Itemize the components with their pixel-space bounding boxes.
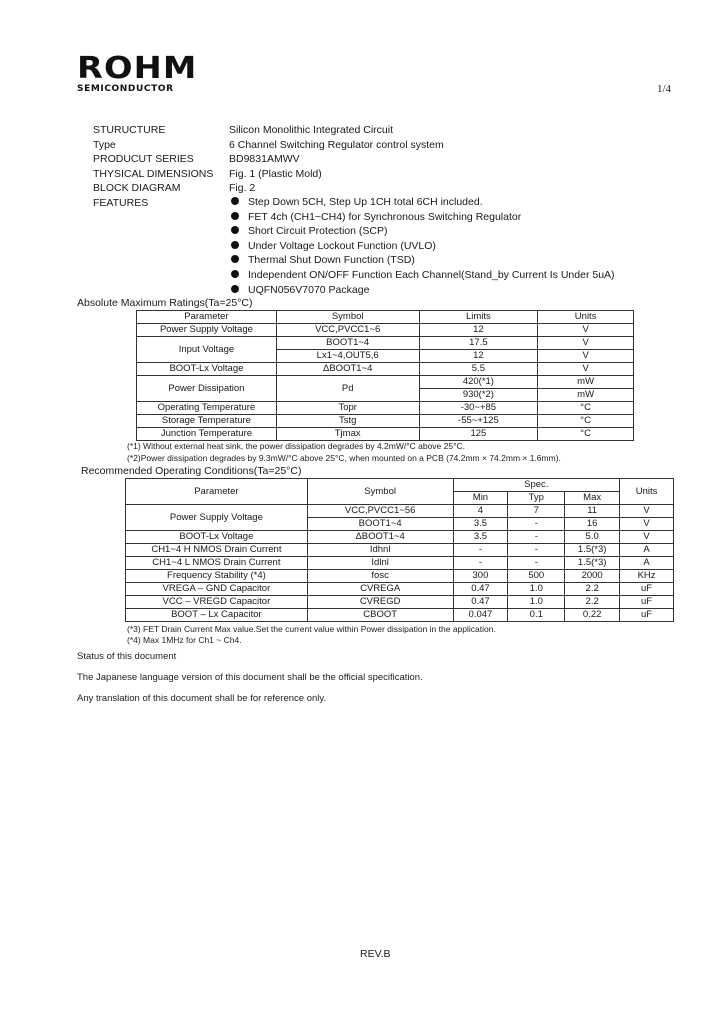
rohm-logo	[77, 51, 198, 94]
table-row: BOOT1~4 3.5 - 16 V	[126, 518, 674, 531]
table-row: Power Dissipation Pd 420(*1) mW	[137, 376, 634, 389]
spec-label: Type	[93, 138, 116, 151]
table-row: CH1~4 H NMOS Drain Current Idhnl - - 1.5(*3) A	[126, 544, 674, 557]
abs-max-note-2: (*2)Power dissipation degrades by 9.3mW/°C above 25°C, when mounted on a PCB (74.2mm × 74.2mm × 1.6mm).	[127, 453, 561, 463]
table-row: BOOT – Lx Capacitor CBOOT 0.047 0.1 0.22 uF	[126, 609, 674, 622]
spec-row	[93, 138, 444, 153]
brand-subtitle: SEMICONDUCTOR	[77, 84, 174, 94]
feature-item: Under Voltage Lockout Function (UVLO)	[231, 239, 615, 254]
feature-item: Thermal Shut Down Function (TSD)	[231, 253, 615, 268]
features-list	[231, 195, 615, 297]
spec-value: BD9831AMWV	[229, 153, 300, 165]
table-row: Operating Temperature Topr -30~+85 °C	[137, 402, 634, 415]
bullet-icon	[231, 197, 239, 205]
revision-label: REV.B	[360, 948, 391, 960]
spec-label: THYSICAL DIMENSIONS	[93, 167, 214, 180]
table-header-row: Parameter Symbol Spec. Units	[126, 479, 674, 492]
table-row: Lx1~4,OUT5,6 12 V	[137, 350, 634, 363]
bullet-icon	[231, 212, 239, 220]
abs-max-title: Absolute Maximum Ratings(Ta=25°C)	[77, 297, 253, 309]
table-row: Power Supply Voltage VCC,PVCC1~56 4 7 11 V	[126, 505, 674, 518]
table-row: VREGA – GND Capacitor CVREGA 0.47 1.0 2.2 uF	[126, 583, 674, 596]
feature-item: FET 4ch (CH1~CH4) for Synchronous Switching Regulator	[231, 210, 615, 225]
feature-item: UQFN056V7070 Package	[231, 283, 615, 298]
spec-label: STURUCTURE	[93, 124, 166, 136]
table-row: VCC – VREGD Capacitor CVREGD 0.47 1.0 2.2 uF	[126, 596, 674, 609]
spec-row	[93, 123, 444, 138]
abs-max-table	[136, 310, 634, 441]
spec-label: FEATURES	[93, 196, 149, 209]
bullet-icon	[231, 226, 239, 234]
bullet-icon	[231, 270, 239, 278]
rec-op-note-1: (*3) FET Drain Current Max value.Set the current value within Power dissipation in the application.	[127, 624, 496, 634]
rec-op-table	[125, 478, 674, 622]
bullet-icon	[231, 285, 239, 293]
status-line-1: The Japanese language version of this document shall be the official specification.	[77, 672, 423, 683]
abs-max-note-1: (*1) Without external heat sink, the power dissipation degrades by 4.2mW/°C above 25°C.	[127, 441, 465, 451]
spec-row	[93, 152, 444, 167]
table-row: BOOT-Lx Voltage ΔBOOT1~4 5.5 V	[137, 363, 634, 376]
feature-item: Step Down 5CH, Step Up 1CH total 6CH included.	[231, 195, 615, 210]
brand-name: ROHM	[77, 51, 198, 86]
spec-value: 6 Channel Switching Regulator control system	[229, 138, 444, 151]
table-row: CH1~4 L NMOS Drain Current Idlnl - - 1.5(*3) A	[126, 557, 674, 570]
spec-row	[93, 167, 444, 182]
spec-value: Silicon Monolithic Integrated Circuit	[229, 124, 393, 136]
spec-label: BLOCK DIAGRAM	[93, 182, 181, 194]
bullet-icon	[231, 241, 239, 249]
rec-op-title: Recommended Operating Conditions(Ta=25°C)	[81, 465, 302, 477]
feature-item: Short Circuit Protection (SCP)	[231, 224, 615, 239]
table-row: Storage Temperature Tstg -55~+125 °C	[137, 415, 634, 428]
table-header-row: Min Typ Max	[126, 492, 674, 505]
table-row: Power Supply Voltage VCC,PVCC1~6 12 V	[137, 324, 634, 337]
table-row: BOOT-Lx Voltage ΔBOOT1~4 3.5 - 5.0 V	[126, 531, 674, 544]
spec-value: Fig. 1 (Plastic Mold)	[229, 167, 322, 180]
table-row: Frequency Stability (*4) fosc 300 500 2000 KHz	[126, 570, 674, 583]
table-row: Junction Temperature Tjmax 125 °C	[137, 428, 634, 441]
rec-op-note-2: (*4) Max 1MHz for Ch1 ~ Ch4.	[127, 635, 242, 645]
table-row: Input Voltage BOOT1~4 17.5 V	[137, 337, 634, 350]
status-title: Status of this document	[77, 651, 177, 662]
spec-label: PRODUCUT SERIES	[93, 153, 194, 165]
table-header-row: Parameter Symbol Limits Units	[137, 311, 634, 324]
status-line-2: Any translation of this document shall be for reference only.	[77, 693, 327, 704]
table-row: 930(*2) mW	[137, 389, 634, 402]
feature-item: Independent ON/OFF Function Each Channel(Stand_by Current Is Under 5uA)	[231, 268, 615, 283]
spec-value: Fig. 2	[229, 182, 256, 194]
bullet-icon	[231, 255, 239, 263]
spec-row	[93, 181, 444, 196]
page-number: 1/4	[657, 83, 672, 95]
